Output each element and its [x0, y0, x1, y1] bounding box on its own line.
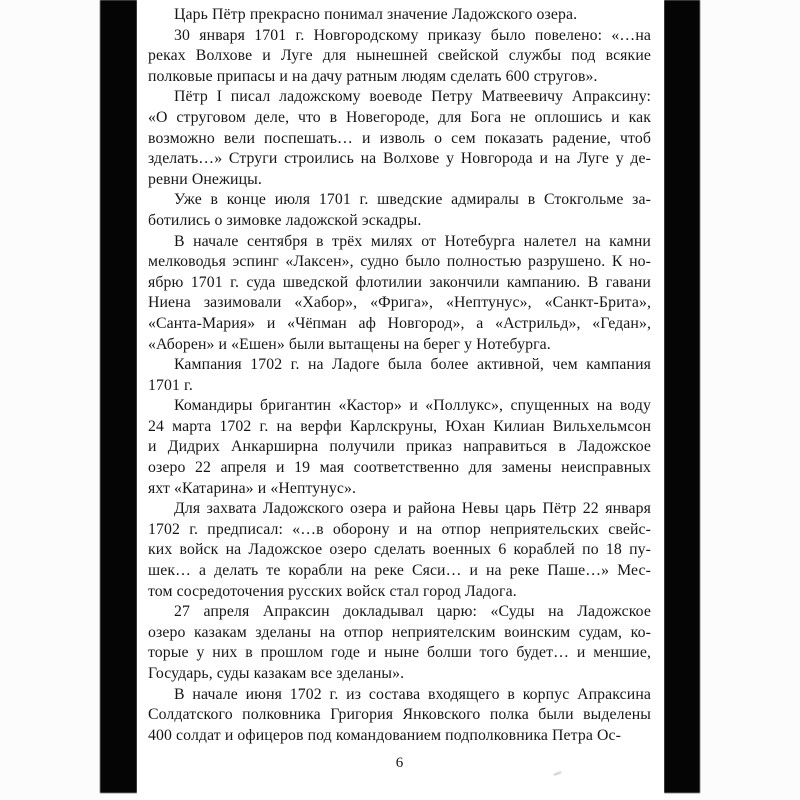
text-line: 27 апреля Апраксин докладывал царю: «Суды на Ладожское [174, 603, 651, 621]
text-line: Царь Пётр прекрасно понимал значение Ладожского озера. [174, 6, 578, 23]
text-line: том сосредоточения русских войск стал город Ладога. [148, 582, 517, 600]
text-line: 24 марта 1702 г. на верфи Карлскруны, Юхан Килиан Вильхельмсон [148, 417, 651, 435]
text-line: ботились о зимовке ладожской эскадры. [148, 211, 422, 229]
page-edge-shadow-right [664, 0, 700, 793]
page-text-block [148, 5, 651, 772]
text-line: Для захвата Ладожского озера и района Невы царь Пётр 22 января [174, 500, 651, 518]
text-line: ябрю 1701 г. суда шведской флотилии закончили кампанию. В гавани [148, 273, 651, 291]
text-line: реках Волхове и Луге для нынешней свейской службы под всякие [148, 47, 651, 65]
text-line: ких войск на Ладожское озеро сделать военных 6 кораблей по 18 пу- [148, 541, 651, 559]
text-line: озеро 22 апреля и 19 мая соответственно для замены неисправных [148, 459, 651, 477]
text-line: Командиры бригантин «Кастор» и «Поллукс», спущенных на воду [174, 397, 651, 415]
text-line: и Дидрих Анкарширна получили приказ направиться в Ладожское [148, 438, 651, 456]
text-line: мелководья эспинг «Лаксен», судно было полностью разрушено. К но- [148, 253, 651, 271]
text-line: Государь, суды казакам все зделаны». [148, 665, 405, 682]
text-line: торые у них в прошлом годе и ныне болши того будет… и меншие, [148, 644, 651, 662]
text-line: 30 января 1701 г. Новгородскому приказу было повелено: «…на [174, 26, 651, 44]
text-line: возможно вели поспешать… и изволь о сем показать радение, чтоб [148, 129, 651, 147]
text-line: В начале сентября в трёх милях от Нотебурга налетел на камни [174, 232, 651, 250]
text-line: зделать…» Струги строились на Волхове у Новгорода и на Луге у де- [148, 150, 651, 168]
text-line: 400 солдат и офицеров под командованием подполковника Петра Ос- [148, 726, 622, 744]
text-line: шек… а делать те корабли на реке Сяси… и на реке Паше…» Мес- [148, 562, 651, 580]
book-page [137, 0, 664, 800]
text-line: яхт «Катарина» и «Нептунус». [148, 479, 357, 497]
text-line: «Аборен» и «Ешен» были вытащены на берег у Нотебурга. [148, 335, 551, 353]
text-line: Пётр I писал ладожскому воеводе Петру Матвеевичу Апраксину: [174, 88, 651, 106]
page-gutter-shadow-left [100, 0, 137, 793]
text-line: В начале июня 1702 г. из состава входящего в корпус Апраксина [174, 685, 651, 703]
text-line: 1701 г. [148, 376, 193, 394]
text-line: Ниена зазимовали «Хабор», «Фрига», «Нептунус», «Санкт-Брита», [148, 294, 651, 312]
text-line: 1702 г. предписал: «…в оборону и на отпор неприятельских свейс- [148, 520, 651, 538]
text-line: Уже в конце июля 1701 г. шведские адмиралы в Стокгольме за- [174, 191, 651, 209]
text-line: Солдатского полковника Григория Янковского полка были выделены [148, 706, 651, 724]
text-line: «О струговом деле, что в Новегороде, для Бога не оплошись и как [148, 108, 651, 126]
text-line: Кампания 1702 г. на Ладоге была более активной, чем кампания [174, 356, 651, 374]
page-number: 6 [395, 755, 404, 772]
text-line: озеро казакам зделаны на отпор неприятелским воинским судам, ко- [148, 623, 651, 641]
text-line: «Санта-Мария» и «Чёпман аф Новгород», а «Астрильд», «Гедан», [148, 314, 651, 332]
text-line: полковые припасы и на дачу ратным людям сделать 600 стругов». [148, 67, 598, 85]
text-line: ревни Онежицы. [148, 170, 262, 188]
